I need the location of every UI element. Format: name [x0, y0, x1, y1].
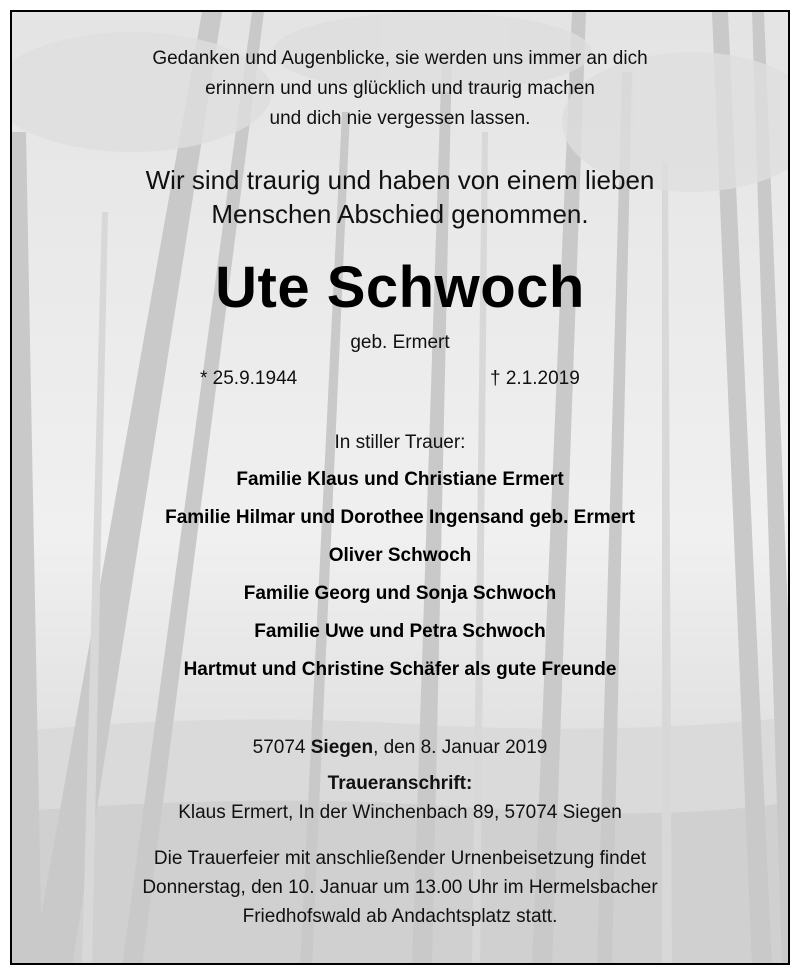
place-and-date [12, 737, 788, 759]
mourner-line: Familie Uwe und Petra Schwoch [254, 621, 546, 642]
mourner-line: Hartmut und Christine Schäfer als gute Freunde [183, 659, 617, 680]
quote-line-2: erinnern und uns glücklich und traurig machen [205, 78, 595, 99]
funeral-info-line-2: Donnerstag, den 10. Januar um 13.00 Uhr im Hermelsbacher [142, 877, 658, 898]
funeral-info-line-1: Die Trauerfeier mit anschließender Urnenbeisetzung findet [153, 848, 647, 869]
mourner-line: Familie Klaus und Christiane Ermert [236, 469, 564, 490]
address-line: Klaus Ermert, In der Winchenbach 89, 57074 Siegen [178, 802, 622, 823]
mourner-line: Familie Georg und Sonja Schwoch [243, 583, 557, 604]
intro-line-1: Wir sind traurig und haben von einem lieben [145, 165, 655, 195]
quote-line-3: und dich nie vergessen lassen. [269, 108, 531, 129]
place-city: Siegen [310, 737, 374, 758]
address-heading: Traueranschrift: [327, 773, 473, 794]
place-zip: 57074 [252, 737, 306, 758]
mourner-line: Oliver Schwoch [328, 545, 472, 566]
birth-name: geb. Ermert [350, 332, 450, 353]
obituary-notice [10, 10, 790, 965]
funeral-info-line-3: Friedhofswald ab Andachtsplatz statt. [242, 906, 558, 927]
intro-line-2: Menschen Abschied genommen. [211, 199, 589, 229]
mourners-heading: In stiller Trauer: [334, 432, 466, 453]
birth-date: * 25.9.1944 [200, 368, 298, 389]
mourner-line: Familie Hilmar und Dorothee Ingensand geb. Ermert [165, 507, 635, 528]
quote-line-1: Gedanken und Augenblicke, sie werden uns immer an dich [152, 48, 648, 69]
place-date: , den 8. Januar 2019 [373, 737, 548, 758]
deceased-name: Ute Schwoch [215, 255, 585, 320]
death-date: † 2.1.2019 [490, 368, 580, 389]
notice-content [12, 12, 788, 963]
